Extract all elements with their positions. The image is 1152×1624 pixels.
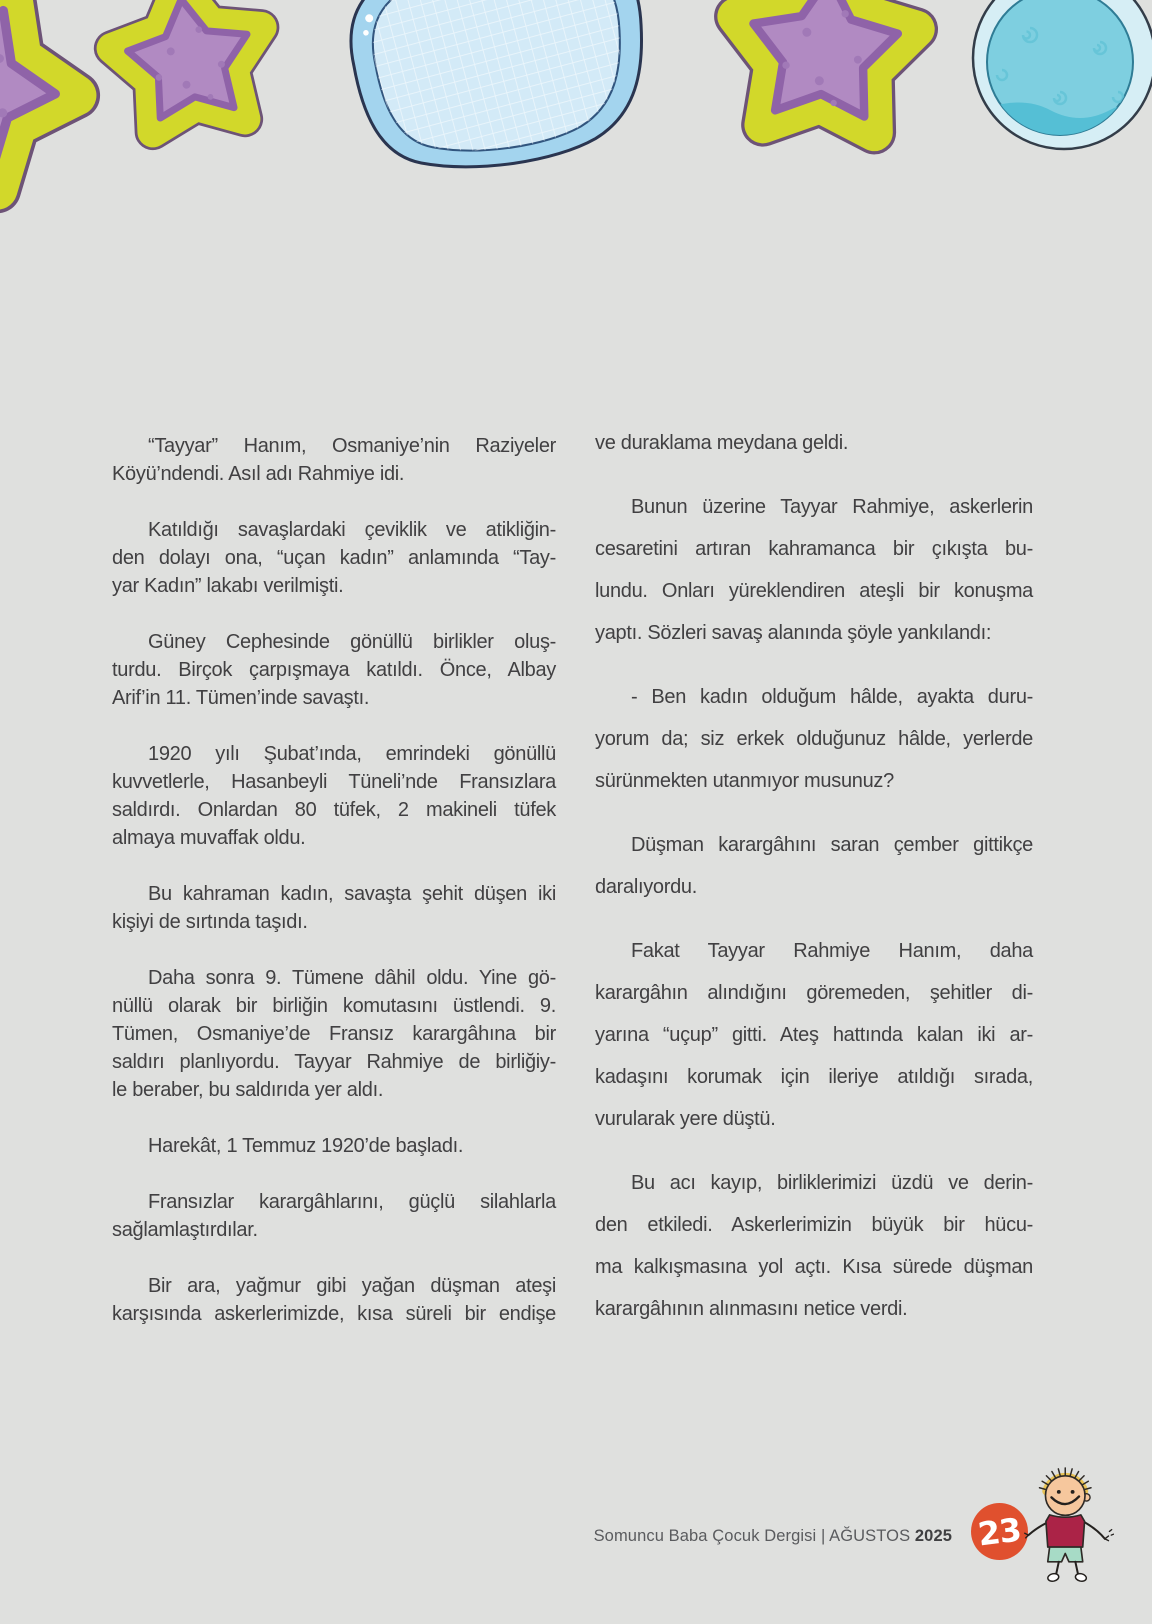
paragraph <box>595 422 1033 464</box>
text-line: karargâhın alındığını göremeden, şehitler di- <box>595 982 1033 1004</box>
text-line: Düşman karargâhını saran çember gittikçe <box>631 834 1033 856</box>
text-line: vurularak yere düştü. <box>595 1108 776 1130</box>
text-line: den dolayı ona, “uçan kadın” anlamında “Tay- <box>112 547 556 569</box>
boy-shorts <box>1048 1547 1083 1562</box>
paragraph <box>595 676 1033 802</box>
footer-credit <box>594 1527 952 1546</box>
boy-shoe-right <box>1075 1573 1087 1582</box>
boy-legs <box>1056 1562 1078 1575</box>
text-line: Fakat Tayyar Rahmiye Hanım, daha <box>631 940 1033 962</box>
text-line: daralıyordu. <box>595 876 698 898</box>
text-line: kuvvetlerle, Hasanbeyli Tüneli’nde Fransızlara <box>112 771 556 793</box>
article-column-left <box>112 432 556 1328</box>
text-line: “Tayyar” Hanım, Osmaniye’nin Raziyeler <box>148 435 556 457</box>
footer-magazine-name: Somuncu Baba Çocuk Dergisi | AĞUSTOS <box>593 1527 911 1545</box>
paragraph <box>112 1272 556 1328</box>
text-line: Güney Cephesinde gönüllü birlikler oluş- <box>148 631 556 653</box>
text-line: turdu. Birçok çarpışmaya katıldı. Önce, Albay <box>112 659 556 681</box>
text-line: Tümen, Osmaniye’de Fransız karargâhına bir <box>112 1023 556 1045</box>
text-line: 1920 yılı Şubat’ında, emrindeki gönüllü <box>148 743 556 765</box>
text-line: karargâhının alınmasını netice verdi. <box>595 1298 908 1320</box>
page-number: 23 <box>976 1510 1023 1553</box>
motion-marks <box>1109 1530 1113 1536</box>
paragraph <box>595 930 1033 1140</box>
paragraph <box>595 486 1033 654</box>
paragraph <box>595 1162 1033 1330</box>
text-line: - Ben kadın olduğum hâlde, ayakta duru- <box>631 686 1033 708</box>
boy-mascot-illustration <box>1022 1462 1114 1588</box>
text-line: den etkiledi. Askerlerimizin büyük bir hücu- <box>595 1214 1033 1236</box>
text-line: kişiyi de sırtında taşıdı. <box>112 911 308 933</box>
text-line: ve duraklama meydana geldi. <box>595 432 849 454</box>
text-line: Katıldığı savaşlardaki çeviklik ve atikliğin- <box>148 519 556 541</box>
boy-arm-left <box>1028 1522 1047 1535</box>
text-line: Arif’in 11. Tümen’inde savaştı. <box>112 687 370 709</box>
paragraph <box>112 516 556 600</box>
top-decorations <box>0 0 1152 235</box>
boy-shoe-left <box>1047 1573 1059 1582</box>
text-line: cesaretini artıran kahramanca bir çıkışta bu- <box>595 538 1033 560</box>
text-line: Köyü’ndendi. Asıl adı Rahmiye idi. <box>112 463 405 485</box>
paragraph <box>112 964 556 1104</box>
text-line: sürünmekten utanmıyor musunuz? <box>595 770 894 792</box>
text-line: yar Kadın” lakabı verilmişti. <box>112 575 344 597</box>
purple-star-icon <box>728 0 920 135</box>
text-line: saldırı planlıyordu. Tayyar Rahmiye de birliğiy- <box>112 1051 556 1073</box>
paragraph <box>112 880 556 936</box>
text-line: almaya muvaffak oldu. <box>112 827 306 849</box>
text-line: lundu. Onları yüreklendiren ateşli bir konuşma <box>595 580 1033 602</box>
article-column-right <box>595 422 1033 1330</box>
bubble-icon <box>960 0 1152 180</box>
text-line: karşısında askerlerimizde, kısa süreli bir endişe <box>112 1303 556 1325</box>
purple-star-icon <box>0 0 103 204</box>
purple-star-icon <box>104 0 273 136</box>
text-line: le beraber, bu saldırıda yer aldı. <box>112 1079 384 1101</box>
text-line: Fransızlar karargâhlarını, güçlü silahlarla <box>148 1191 556 1213</box>
boy-arm-right <box>1085 1522 1105 1539</box>
boy-eye-left <box>1057 1490 1061 1494</box>
text-line: Bu kahraman kadın, savaşta şehit düşen iki <box>148 883 556 905</box>
boy-fingers-right <box>1105 1536 1109 1541</box>
boy-eye-right <box>1071 1490 1075 1494</box>
text-line: ma kalkışmasına yol açtı. Kısa sürede düşman <box>595 1256 1033 1278</box>
paragraph <box>112 628 556 712</box>
text-line: nüllü olarak bir birliğin komutasını üstlendi. 9. <box>112 995 556 1017</box>
text-line: Bir ara, yağmur gibi yağan düşman ateşi <box>148 1275 556 1297</box>
text-line: yaptı. Sözleri savaş alanında şöyle yankılandı: <box>595 622 992 644</box>
paragraph <box>112 432 556 488</box>
text-line: Harekât, 1 Temmuz 1920’de başladı. <box>148 1135 464 1157</box>
page-number-badge <box>971 1503 1028 1560</box>
text-line: kadaşını korumak için ileriye atıldığı sırada, <box>595 1066 1033 1088</box>
boy-shirt <box>1046 1515 1085 1547</box>
paragraph <box>112 740 556 852</box>
text-line: yorum da; siz erkek olduğunuz hâlde, yerlerde <box>595 728 1033 750</box>
text-line: Bu acı kayıp, birliklerimizi üzdü ve derin- <box>631 1172 1033 1194</box>
text-line: sağlamlaştırdılar. <box>112 1219 258 1241</box>
text-line: Bunun üzerine Tayyar Rahmiye, askerlerin <box>631 496 1033 518</box>
footer-year: 2025 <box>914 1527 952 1545</box>
boy-fingers-left <box>1025 1533 1029 1538</box>
text-line: yarına “uçup” gitti. Ateş hattında kalan iki ar- <box>595 1024 1033 1046</box>
text-line: saldırdı. Onlardan 80 tüfek, 2 makineli tüfek <box>112 799 556 821</box>
text-line: Daha sonra 9. Tümene dâhil oldu. Yine gö- <box>148 967 556 989</box>
paragraph <box>595 824 1033 908</box>
paragraph <box>112 1132 556 1160</box>
jelly-blob-icon <box>342 0 657 181</box>
paragraph <box>112 1188 556 1244</box>
